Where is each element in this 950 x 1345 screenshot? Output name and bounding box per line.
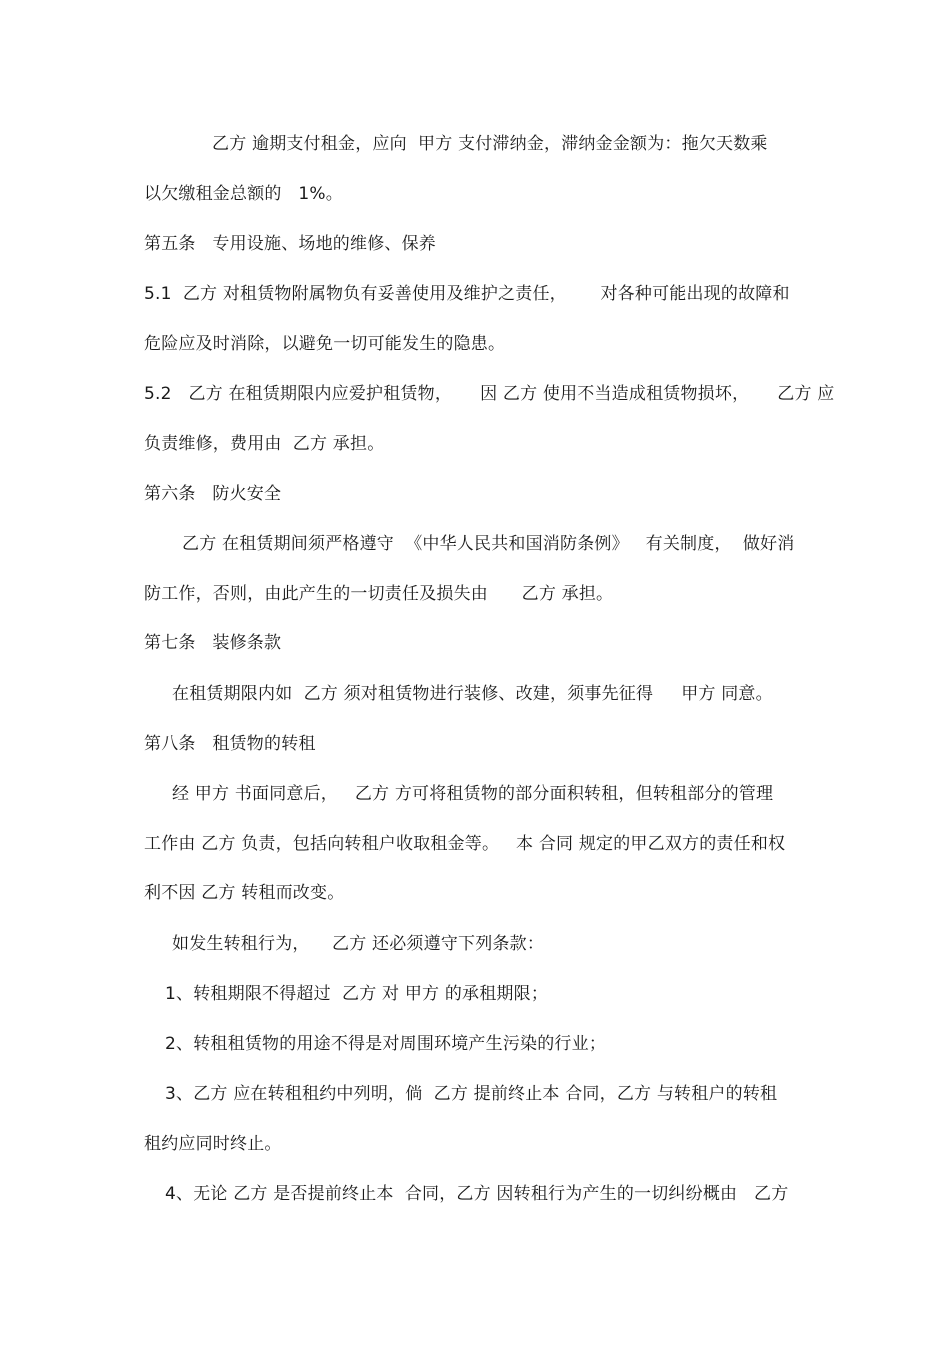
paragraph-late-payment-cont: 以欠缴租金总额的 1%。 — [144, 184, 343, 204]
paragraph-renovation: 在租赁期限内如 乙方 须对租赁物进行装修、改建，须事先征得 甲方 同意。 — [172, 684, 773, 704]
heading-article-7: 第七条 装修条款 — [144, 633, 282, 653]
paragraph-sublease-cont-2: 利不因 乙方 转租而改变。 — [144, 883, 345, 903]
list-item-2: 2、转租租赁物的用途不得是对周围环境产生污染的行业； — [165, 1034, 607, 1054]
clause-5-2: 5.2 乙方 在租赁期限内应爱护租赁物， 因 乙方 使用不当造成租赁物损坏， 乙方 应 — [144, 384, 835, 404]
paragraph-sublease-terms-intro: 如发生转租行为， 乙方 还必须遵守下列条款： — [172, 934, 545, 954]
paragraph-late-payment: 乙方 逾期支付租金，应向 甲方 支付滞纳金，滞纳金金额为：拖欠天数乘 — [212, 134, 768, 154]
paragraph-fire-safety: 乙方 在租赁期间须严格遵守 《中华人民共和国消防条例》 有关制度， 做好消 — [182, 534, 795, 554]
list-item-4: 4、无论 乙方 是否提前终止本 合同，乙方 因转租行为产生的一切纠纷概由 乙方 — [165, 1184, 789, 1204]
paragraph-sublease: 经 甲方 书面同意后， 乙方 方可将租赁物的部分面积转租，但转租部分的管理 — [172, 784, 774, 804]
clause-5-2-cont: 负责维修，费用由 乙方 承担。 — [144, 434, 385, 454]
list-item-1: 1、转租期限不得超过 乙方 对 甲方 的承租期限； — [165, 984, 549, 1004]
heading-article-5: 第五条 专用设施、场地的维修、保养 — [144, 234, 437, 254]
list-item-3-cont: 租约应同时终止。 — [144, 1134, 282, 1154]
clause-5-1: 5.1 乙方 对租赁物附属物负有妥善使用及维护之责任， 对各种可能出现的故障和 — [144, 284, 790, 304]
list-item-3: 3、乙方 应在转租租约中列明，倘 乙方 提前终止本 合同，乙方 与转租户的转租 — [165, 1084, 778, 1104]
paragraph-fire-safety-cont: 防工作，否则，由此产生的一切责任及损失由 乙方 承担。 — [144, 584, 614, 604]
clause-5-1-cont: 危险应及时消除，以避免一切可能发生的隐患。 — [144, 334, 506, 354]
paragraph-sublease-cont-1: 工作由 乙方 负责，包括向转租户收取租金等。 本 合同 规定的甲乙双方的责任和权 — [144, 834, 786, 854]
heading-article-8: 第八条 租赁物的转租 — [144, 734, 316, 754]
heading-article-6: 第六条 防火安全 — [144, 484, 282, 504]
